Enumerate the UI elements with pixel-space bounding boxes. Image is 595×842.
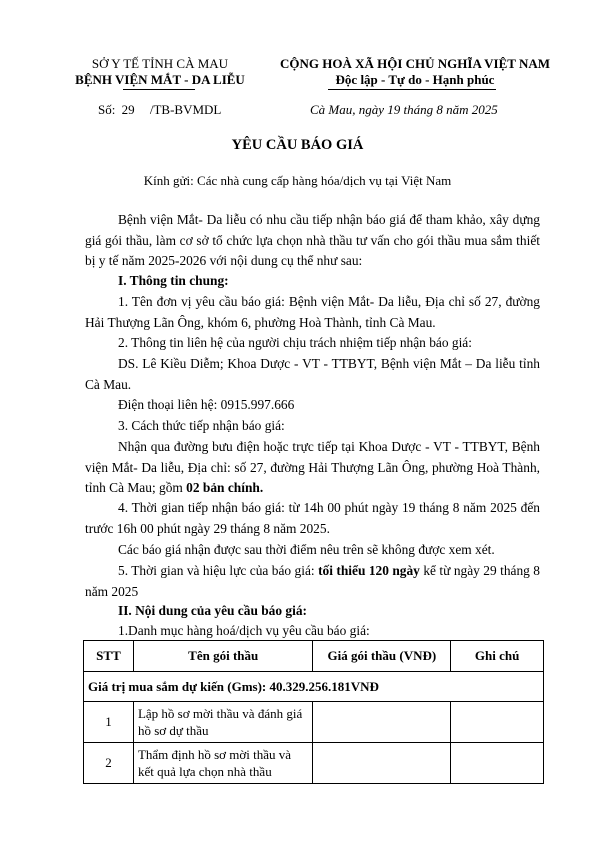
section1-item3-detail — [85, 437, 540, 499]
table-summary-row — [84, 672, 544, 702]
section1-item5 — [85, 561, 540, 602]
row-stt: 1 — [84, 702, 134, 743]
row-note — [451, 702, 544, 743]
motto-underline — [328, 89, 496, 90]
agency-name: SỞ Y TẾ TỈNH CÀ MAU — [91, 56, 229, 71]
number-value: 29 — [121, 102, 135, 117]
table-row — [84, 702, 544, 743]
section1-item2-detail — [85, 354, 540, 395]
section1-item5-bold: tối thiểu 120 ngày — [318, 563, 420, 578]
section1-item2: 2. Thông tin liên hệ của người chịu trách nhiệm tiếp nhận báo giá: — [118, 335, 472, 350]
section1-note: Các báo giá nhận được sau thời điểm nêu trên sẽ không được xem xét. — [118, 542, 495, 557]
estimated-value: Giá trị mua sắm dự kiến (Gms): 40.329.256.181VNĐ — [84, 672, 544, 702]
section1-item5-suffix: kể từ ngày 29 tháng 8 năm 2025 — [85, 563, 540, 599]
section1-item3-detail-text: Nhận qua đường bưu điện hoặc trực tiếp tại Khoa Dược - VT - TTBYT, Bệnh viện Mắt- Da liễu, Địa chỉ: số 27, đường Hải Thượng Lãn Ông, phường Hoà Thành, tỉnh Cà Mau; gồm — [85, 439, 540, 496]
motto: Độc lập - Tự do - Hạnh phúc — [335, 72, 495, 87]
document-number — [98, 102, 221, 118]
row-stt: 2 — [84, 743, 134, 784]
header-package-name: Tên gói thầu — [133, 641, 313, 672]
row-note — [451, 743, 544, 784]
row-name: Thẩm định hồ sơ mời thầu và kết quả lựa chọn nhà thầu — [133, 743, 313, 784]
number-label: Số: — [98, 102, 116, 117]
section1-heading: I. Thông tin chung: — [118, 273, 229, 288]
hospital-underline — [123, 89, 195, 90]
place-date: Cà Mau, ngày 19 tháng 8 năm 2025 — [310, 102, 498, 117]
section2-heading: II. Nội dung của yêu cầu báo giá: — [118, 603, 307, 618]
section1-item1 — [85, 292, 540, 333]
header-stt: STT — [84, 641, 134, 672]
package-table — [83, 640, 544, 784]
header-package-price: Giá gói thầu (VNĐ) — [313, 641, 451, 672]
number-suffix: /TB-BVMDL — [149, 102, 222, 117]
section1-item5-prefix: 5. Thời gian và hiệu lực của báo giá: — [118, 563, 319, 578]
country-name: CỘNG HOÀ XÃ HỘI CHỦ NGHĨA VIỆT NAM — [279, 56, 551, 71]
row-name: Lập hồ sơ mời thầu và đánh giá hồ sơ dự thầu — [133, 702, 313, 743]
section1-item4-text: 4. Thời gian tiếp nhận báo giá: từ 14h 00 phút ngày 19 tháng 8 năm 2025 đến trước 16h 00 phút ngày 29 tháng 8 năm 2025. — [85, 500, 540, 536]
row-price — [313, 743, 451, 784]
table-row — [84, 743, 544, 784]
contact-phone: Điện thoại liên hệ: 0915.997.666 — [118, 397, 295, 412]
section2-item1: 1.Danh mục hàng hoá/dịch vụ yêu cầu báo giá: — [118, 623, 370, 638]
hospital-name: BỆNH VIỆN MẮT - DA LIỄU — [75, 72, 245, 87]
row-price — [313, 702, 451, 743]
section1-item4 — [85, 498, 540, 539]
section1-item1-text: 1. Tên đơn vị yêu cầu báo giá: Bệnh viện Mắt- Da liễu, Địa chỉ số 27, đường Hải Thượng Lãn Ông, khóm 6, phường Hoà Thành, tỉnh Cà Mau. — [85, 294, 540, 330]
recipient: Kính gửi: Các nhà cung cấp hàng hóa/dịch vụ tại Việt Nam — [143, 173, 452, 188]
section1-item3-detail-bold: 02 bản chính. — [186, 480, 264, 496]
header-note: Ghi chú — [451, 641, 544, 672]
document-title: YÊU CẦU BÁO GIÁ — [231, 137, 364, 153]
intro-text: Bệnh viện Mắt- Da liễu có nhu cầu tiếp nhận báo giá để tham khảo, xây dựng giá gói thầu, làm cơ sở tổ chức lựa chọn nhà thầu tư vấn cho gói thầu mua sắm thiết bị y tế năm 2025-2026 với nội dung cụ thể như sau: — [85, 212, 540, 269]
intro-paragraph — [85, 210, 540, 272]
table-header-row — [84, 641, 544, 672]
section1-item3: 3. Cách thức tiếp nhận báo giá: — [118, 418, 285, 433]
section1-item2-detail-text: DS. Lê Kiều Diễm; Khoa Dược - VT - TTBYT, Bệnh viện Mắt – Da liễu tỉnh Cà Mau. — [85, 356, 540, 392]
